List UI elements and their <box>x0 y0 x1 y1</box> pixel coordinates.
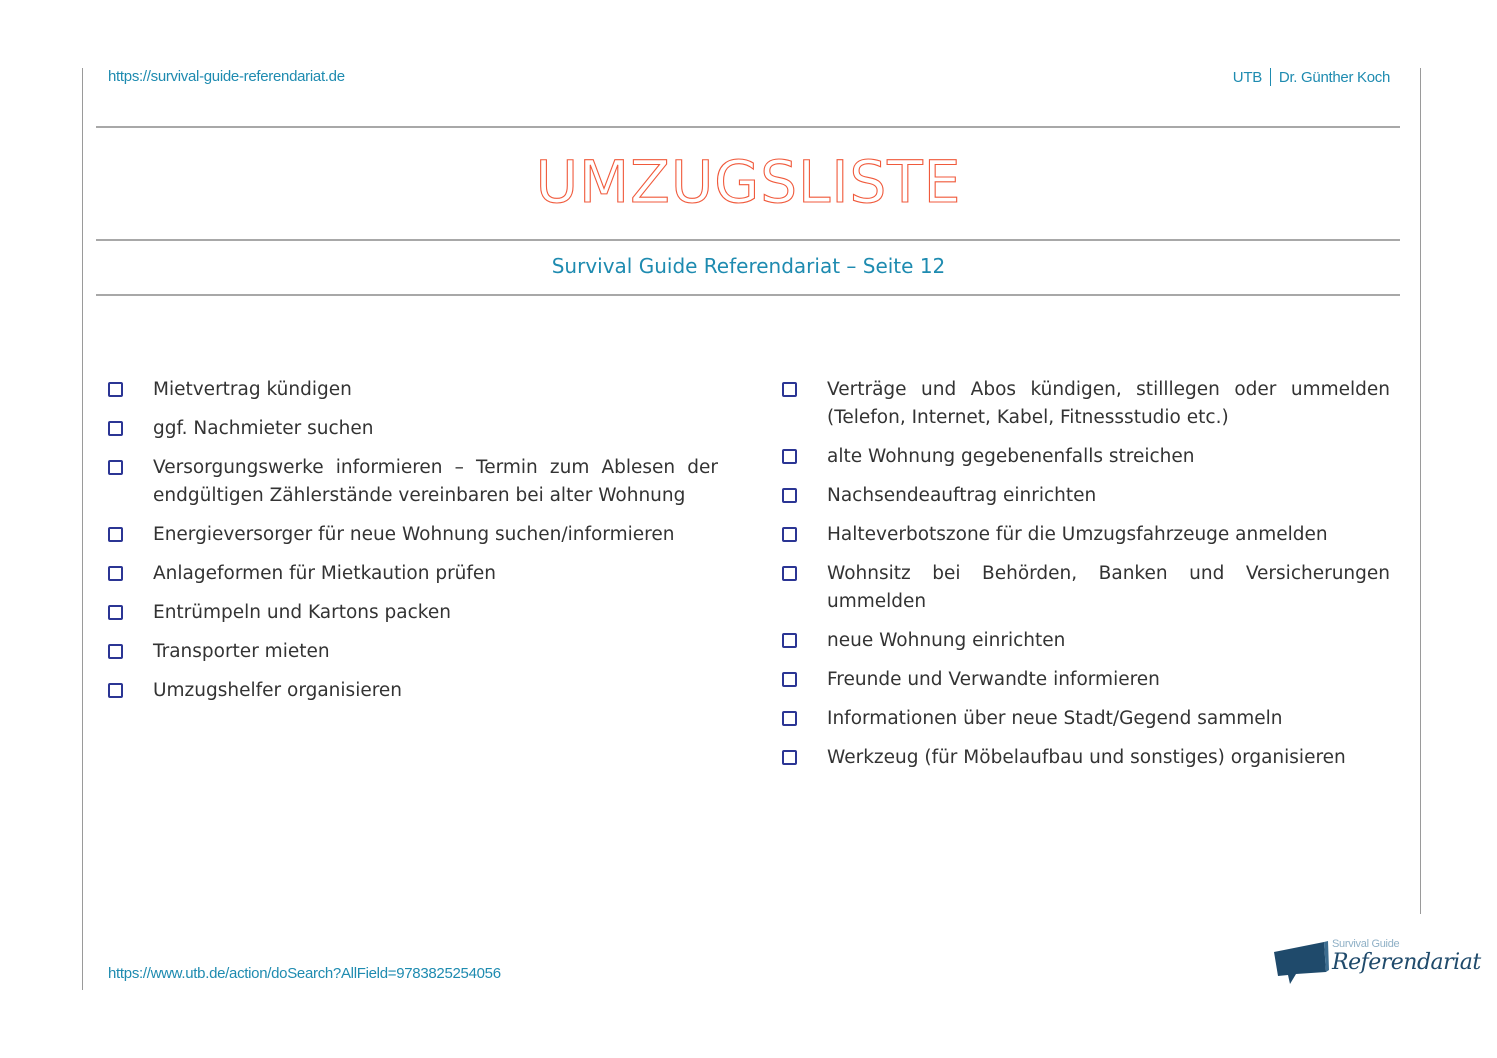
survival-guide-logo <box>1272 936 1481 988</box>
checklist-item <box>108 677 718 705</box>
checklist-item <box>108 415 718 443</box>
page-subtitle: Survival Guide Referendariat – Seite 12 <box>551 254 946 278</box>
book-link[interactable]: https://www.utb.de/action/doSearch?AllField=9783825254056 <box>108 965 501 982</box>
checklist-item-label: Entrümpeln und Kartons packen <box>153 602 451 623</box>
checklist-item-label: Werkzeug (für Möbelaufbau und sonstiges) organisieren <box>827 747 1346 768</box>
publisher: UTB <box>1232 68 1262 86</box>
checklist-item <box>108 638 718 666</box>
checkbox[interactable] <box>108 527 123 542</box>
checklist-item <box>108 454 718 510</box>
checklist-item <box>782 560 1390 616</box>
checkbox[interactable] <box>108 421 123 436</box>
checklist-item <box>782 376 1390 432</box>
checklist-item <box>108 560 718 588</box>
checkbox[interactable] <box>108 566 123 581</box>
checklist-item-label: Mietvertrag kündigen <box>153 379 352 400</box>
checklist-item-label: Transporter mieten <box>153 641 330 662</box>
checklist-item <box>108 521 718 549</box>
checkbox[interactable] <box>108 683 123 698</box>
checklist-item-label: Wohnsitz bei Behörden, Banken und Versicherungen ummelden <box>827 563 1390 612</box>
checklist-item-label: alte Wohnung gegebenenfalls streichen <box>827 446 1195 467</box>
checklist-item-label: Versorgungswerke informieren – Termin zum Ablesen der endgültigen Zählerstände vereinbaren bei alter Wohnung <box>153 457 718 506</box>
checklist-item-label: neue Wohnung einrichten <box>827 630 1066 651</box>
page-title-text: UMZUGSLISTE <box>535 148 962 216</box>
checklist-item-label: Verträge und Abos kündigen, stilllegen oder ummelden (Telefon, Internet, Kabel, Fitnessstudio etc.) <box>827 379 1390 428</box>
logo-line2: Referendariat <box>1332 950 1481 975</box>
checklist-item <box>782 627 1390 655</box>
checklist-item-label: Nachsendeauftrag einrichten <box>827 485 1097 506</box>
checklist-item <box>782 705 1390 733</box>
checklist-item <box>108 376 718 404</box>
checklist-item <box>108 599 718 627</box>
checklist-item <box>782 744 1390 772</box>
author: Dr. Günther Koch <box>1278 68 1390 86</box>
checklist-item-label: Anlageformen für Mietkaution prüfen <box>153 563 497 584</box>
checkbox[interactable] <box>782 672 797 687</box>
website-link[interactable]: https://survival-guide-referendariat.de <box>108 68 345 85</box>
checklist-item-label: ggf. Nachmieter suchen <box>153 418 374 439</box>
checkbox[interactable] <box>108 605 123 620</box>
checkbox[interactable] <box>108 382 123 397</box>
checkbox[interactable] <box>108 644 123 659</box>
speech-bubble-icon <box>1272 938 1330 988</box>
checklist-item-label: Energieversorger für neue Wohnung suchen/informieren <box>153 524 675 545</box>
divider-bottom <box>96 294 1400 296</box>
checkbox[interactable] <box>782 711 797 726</box>
checklist-item-label: Informationen über neue Stadt/Gegend sammeln <box>827 708 1283 729</box>
checklist-left-column <box>108 376 718 716</box>
checkbox[interactable] <box>782 750 797 765</box>
checkbox[interactable] <box>782 566 797 581</box>
checklist-item-label: Freunde und Verwandte informieren <box>827 669 1160 690</box>
checklist-item <box>782 666 1390 694</box>
checklist-item <box>782 521 1390 549</box>
checklist-item-label: Halteverbotszone für die Umzugsfahrzeuge anmelden <box>827 524 1328 545</box>
checklist-item <box>782 482 1390 510</box>
checkbox[interactable] <box>108 460 123 475</box>
checklist-item <box>782 443 1390 471</box>
page-title <box>0 148 1497 216</box>
checkbox[interactable] <box>782 633 797 648</box>
checkbox[interactable] <box>782 382 797 397</box>
checklist-right-column <box>782 376 1390 783</box>
logo-line1: Survival Guide <box>1332 938 1400 950</box>
header-separator <box>1270 68 1271 86</box>
checkbox[interactable] <box>782 527 797 542</box>
divider-middle <box>96 239 1400 241</box>
header-credits <box>1233 68 1390 86</box>
divider-top <box>96 126 1400 128</box>
checklist-item-label: Umzugshelfer organisieren <box>153 680 403 701</box>
checkbox[interactable] <box>782 488 797 503</box>
checkbox[interactable] <box>782 449 797 464</box>
